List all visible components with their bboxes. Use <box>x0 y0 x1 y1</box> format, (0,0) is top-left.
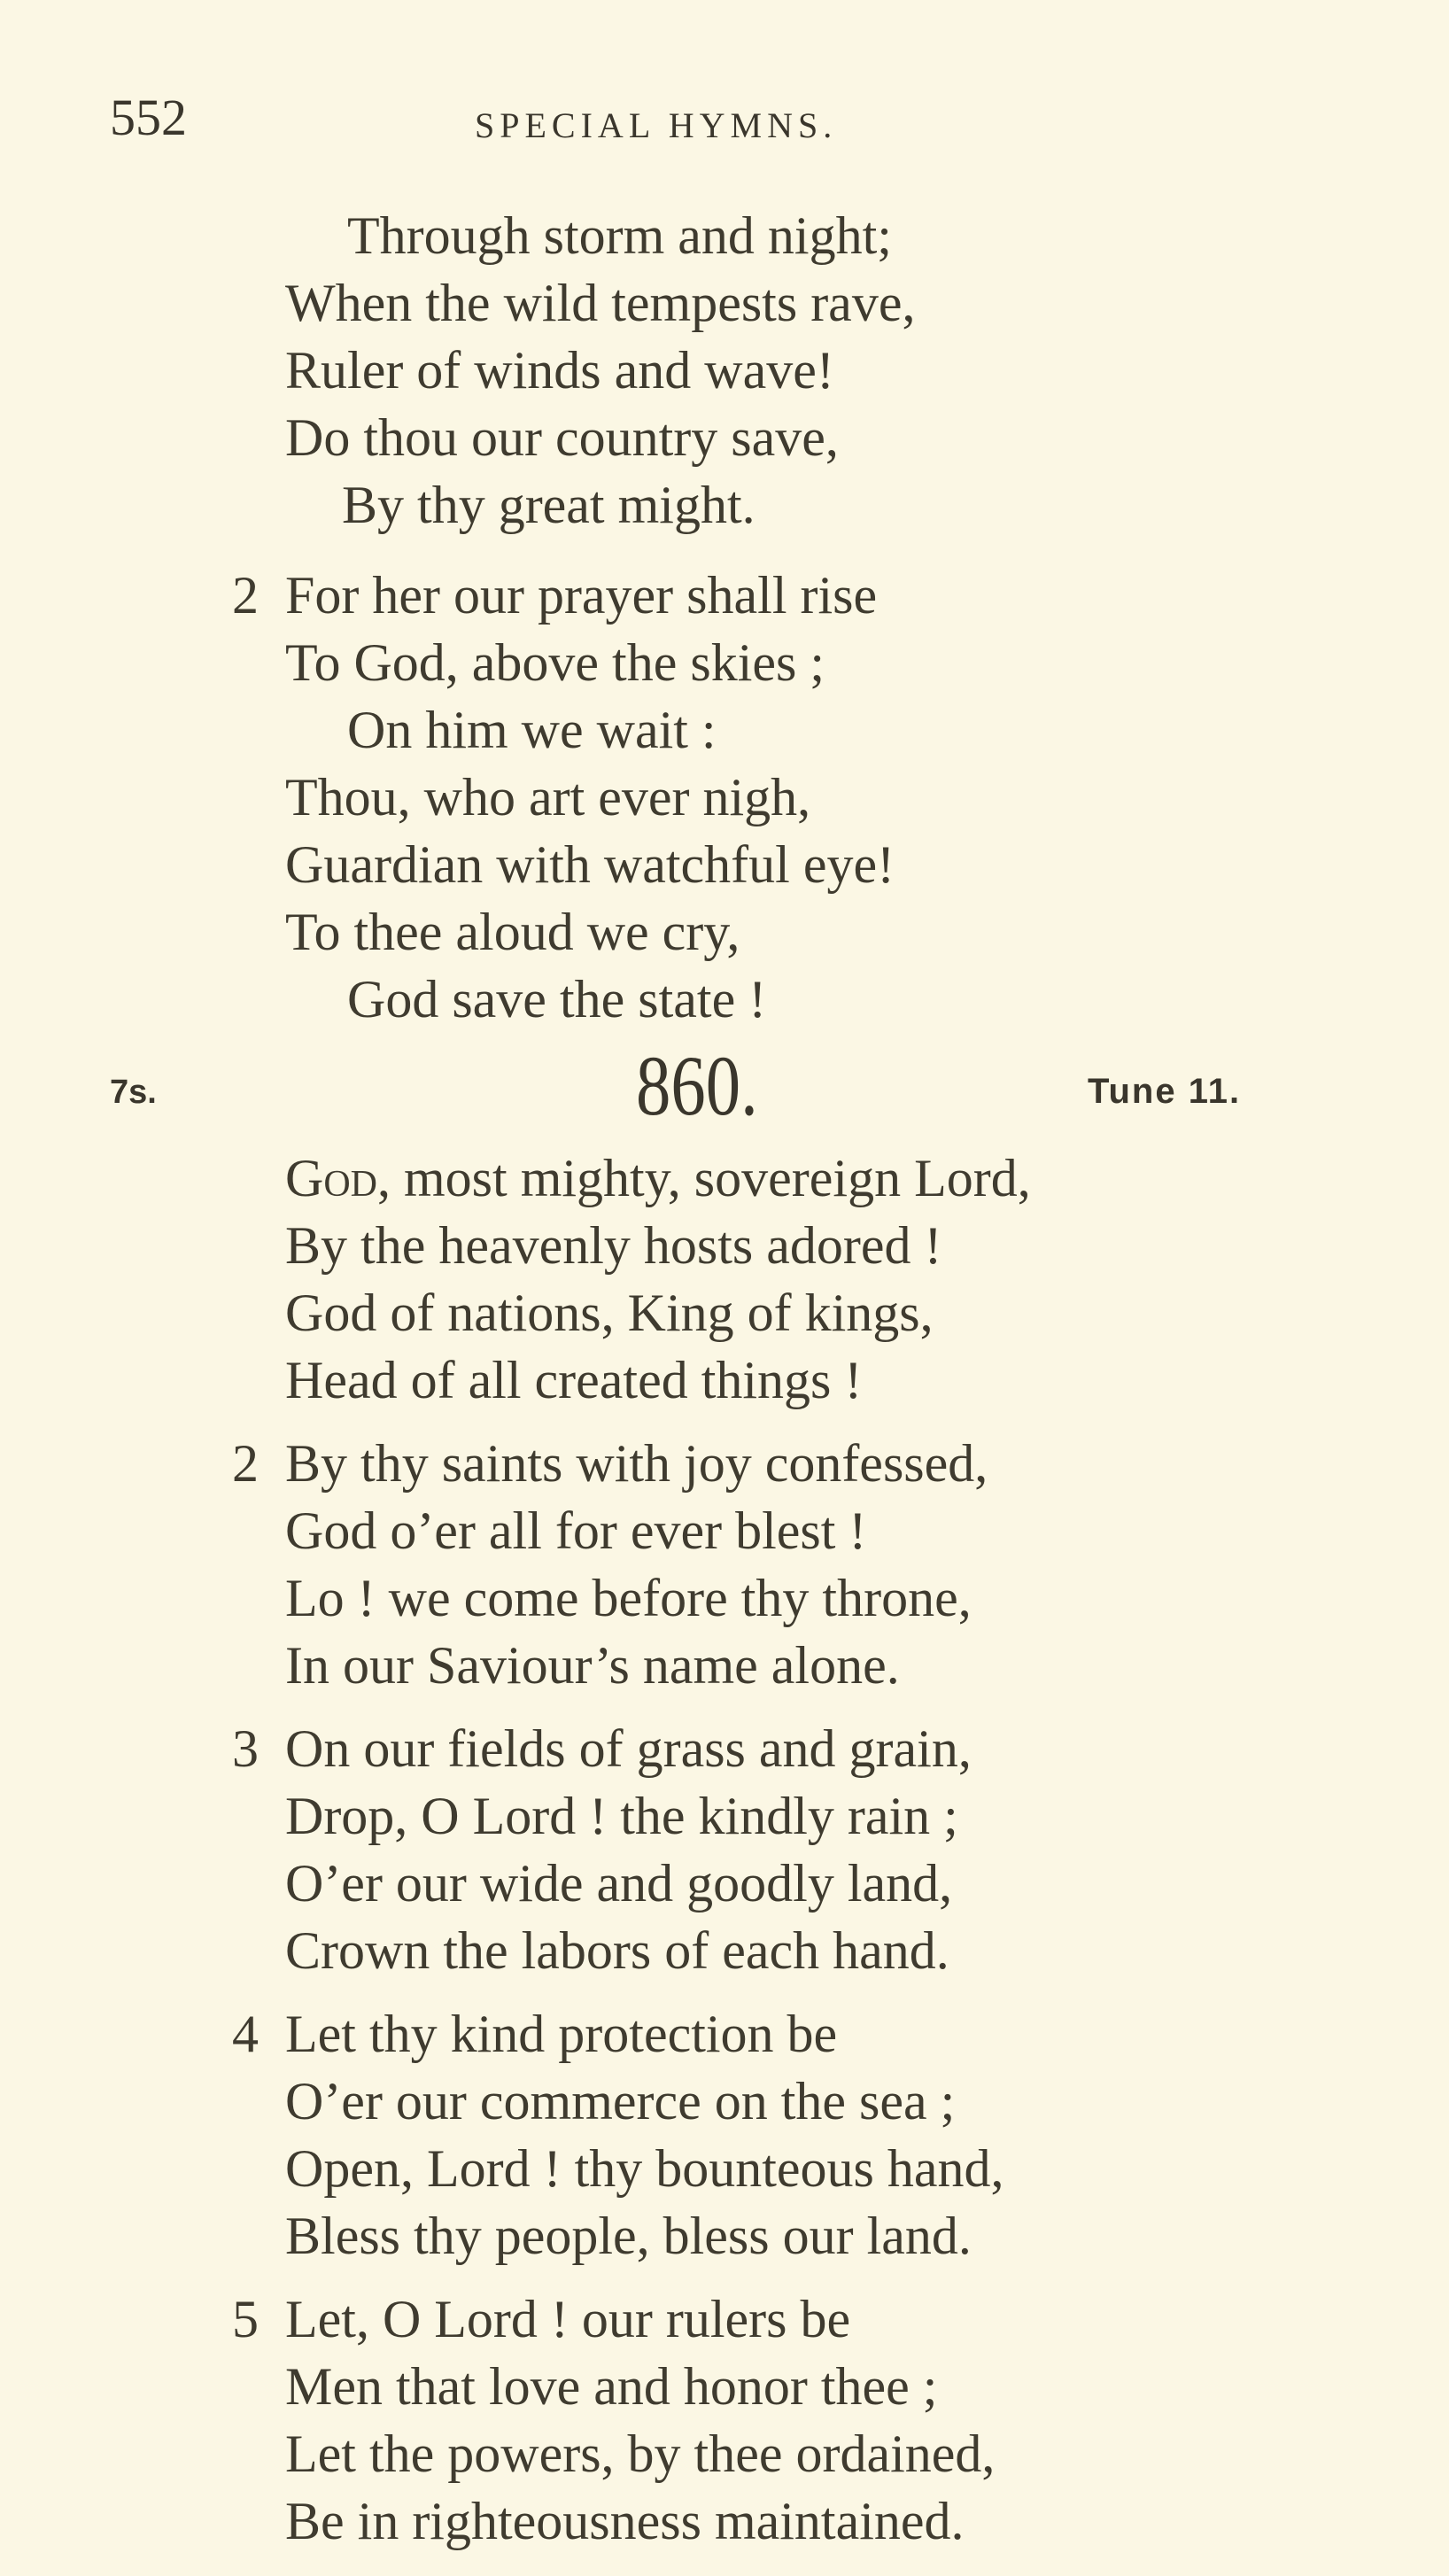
verse-line: Lo ! we come before thy throne, <box>285 1569 972 1627</box>
stanza-number: 4 <box>232 2005 259 2063</box>
hymn-number: 860. <box>636 1038 758 1133</box>
first-word: God, <box>285 1149 391 1207</box>
verse-line: Through storm and night; <box>347 206 892 265</box>
verse-line: Thou, who art ever nigh, <box>285 768 811 826</box>
verse-line: God save the state ! <box>347 970 767 1028</box>
stanza-number: 3 <box>232 1719 259 1778</box>
verse-line: Bless thy people, bless our land. <box>285 2207 972 2265</box>
verse-line: Do thou our country save, <box>285 408 839 467</box>
verse-line: By the heavenly hosts adored ! <box>285 1216 942 1275</box>
verse-line: When the wild tempests rave, <box>285 274 916 332</box>
verse-line: Men that love and honor thee ; <box>285 2357 938 2416</box>
verse-line: Ruler of winds and wave! <box>285 341 834 400</box>
verse-line: Open, Lord ! thy bounteous hand, <box>285 2139 1004 2198</box>
verse-line: Let, O Lord ! our rulers be <box>285 2290 851 2348</box>
verse-line: God o’er all for ever blest ! <box>285 1501 867 1560</box>
stanza-number: 5 <box>232 2290 259 2348</box>
verse-line: Be in righteousness maintained. <box>285 2492 965 2550</box>
first-line-rest: most mighty, sovereign Lord, <box>391 1149 1031 1207</box>
verse-line: Let thy kind protection be <box>285 2005 838 2063</box>
verse-line: O’er our wide and goodly land, <box>285 1854 953 1913</box>
verse-line: On him we wait : <box>347 701 717 759</box>
verse-line: God of nations, King of kings, <box>285 1284 934 1342</box>
verse-line: By thy great might. <box>342 476 755 534</box>
verse-line: To God, above the skies ; <box>285 633 825 692</box>
stanza-number: 2 <box>232 1434 259 1493</box>
verse-line: To thee aloud we cry, <box>285 903 740 961</box>
verse-line: Crown the labors of each hand. <box>285 1921 949 1980</box>
verse-line: In our Saviour’s name alone. <box>285 1636 900 1695</box>
verse-line: By thy saints with joy confessed, <box>285 1434 988 1493</box>
verse-line: On our fields of grass and grain, <box>285 1719 972 1778</box>
verse-line: O’er our commerce on the sea ; <box>285 2072 956 2130</box>
tune-label: Tune 11. <box>1088 1072 1242 1111</box>
verse-line: Guardian with watchful eye! <box>285 835 895 894</box>
verse-line: Let the powers, by thee ordained, <box>285 2425 996 2483</box>
verse-line: For her our prayer shall rise <box>285 566 878 625</box>
page-number: 552 <box>110 89 187 146</box>
meter-label: 7s. <box>110 1074 157 1111</box>
running-head: SPECIAL HYMNS. <box>475 105 838 145</box>
stanza-number: 2 <box>232 566 259 625</box>
verse-line-first <box>285 1149 1031 1207</box>
verse-line: Drop, O Lord ! the kindly rain ; <box>285 1787 958 1845</box>
verse-line: Head of all created things ! <box>285 1351 863 1409</box>
